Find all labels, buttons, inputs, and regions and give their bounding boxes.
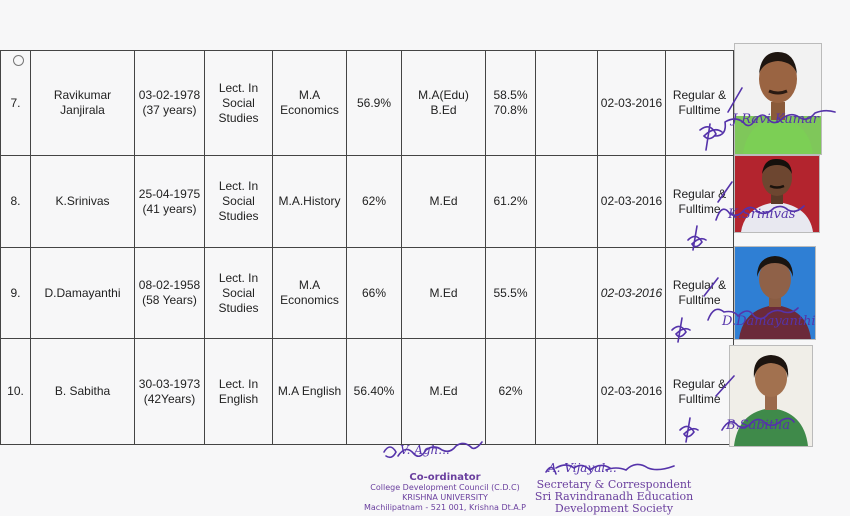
- table-row: [1, 248, 734, 339]
- stamp-line: Sri Ravindranadh Education: [534, 490, 694, 503]
- qualification: M.A.History: [273, 156, 347, 248]
- service-type: Regular & Fulltime: [666, 51, 734, 156]
- appointment-date: 02-03-2016: [598, 156, 666, 248]
- staff-name: D.Damayanthi: [31, 248, 135, 339]
- date-of-birth: 30-03-1973 (42Years): [135, 339, 205, 445]
- designation: Lect. In Social Studies: [205, 51, 273, 156]
- table-row: [1, 51, 734, 156]
- designation: Lect. In English: [205, 339, 273, 445]
- serial-number: 9.: [1, 248, 31, 339]
- serial-number: 7.: [1, 51, 31, 156]
- training-percent: 58.5% 70.8%: [486, 51, 536, 156]
- date-of-birth: 03-02-1978 (37 years): [135, 51, 205, 156]
- blank-cell: [536, 339, 598, 445]
- qualification-percent: 56.9%: [347, 51, 402, 156]
- staff-table: [0, 50, 734, 445]
- serial-number: 10.: [1, 339, 31, 445]
- signature-text: D.Damayanthi: [722, 314, 816, 329]
- training-percent: 61.2%: [486, 156, 536, 248]
- appointment-date: 02-03-2016: [598, 51, 666, 156]
- signature-text: B.Sabitha: [726, 418, 791, 433]
- qualification-percent: 62%: [347, 156, 402, 248]
- qualification-percent: 56.40%: [347, 339, 402, 445]
- stamp-line: Development Society: [554, 502, 674, 515]
- training-qualification: M.Ed: [402, 156, 486, 248]
- qualification: M.A Economics: [273, 248, 347, 339]
- stamp-line: KRISHNA UNIVERSITY: [402, 493, 488, 502]
- stamp-line: Co-ordinator: [409, 472, 481, 483]
- stamp-line: Secretary & Correspondent: [536, 478, 692, 491]
- training-percent: 62%: [486, 339, 536, 445]
- date-of-birth: 25-04-1975 (41 years): [135, 156, 205, 248]
- blank-cell: [536, 248, 598, 339]
- coordinator-signature: V. Agh...: [400, 443, 450, 457]
- staff-name: K.Srinivas: [31, 156, 135, 248]
- training-qualification: M.Ed: [402, 248, 486, 339]
- training-qualification: M.Ed: [402, 339, 486, 445]
- secretary-stamp: [528, 479, 700, 515]
- training-percent: 55.5%: [486, 248, 536, 339]
- blank-cell: [536, 51, 598, 156]
- appointment-date: 02-03-2016: [598, 248, 666, 339]
- designation: Lect. In Social Studies: [205, 248, 273, 339]
- serial-number: 8.: [1, 156, 31, 248]
- date-of-birth: 08-02-1958 (58 Years): [135, 248, 205, 339]
- appointment-date: 02-03-2016: [598, 339, 666, 445]
- service-type: Regular & Fulltime: [666, 339, 734, 445]
- qualification-percent: 66%: [347, 248, 402, 339]
- training-qualification: M.A(Edu) B.Ed: [402, 51, 486, 156]
- table-row: [1, 156, 734, 248]
- signature-text: K.Srinivas: [728, 207, 796, 222]
- staff-name: Ravikumar Janjirala: [31, 51, 135, 156]
- coordinator-stamp: [352, 472, 538, 513]
- service-type: Regular & Fulltime: [666, 156, 734, 248]
- table-row: [1, 339, 734, 445]
- secretary-signature: A. Vijayal...: [548, 461, 617, 475]
- designation: Lect. In Social Studies: [205, 156, 273, 248]
- stamp-line: Machilipatnam - 521 001, Krishna Dt.A.P: [363, 503, 526, 512]
- blank-cell: [536, 156, 598, 248]
- staff-name: B. Sabitha: [31, 339, 135, 445]
- service-type: Regular & Fulltime: [666, 248, 734, 339]
- signature-text: J Ravi Kumar: [732, 112, 819, 127]
- qualification: M.A English: [273, 339, 347, 445]
- stamp-line: College Development Council (C.D.C): [370, 483, 520, 492]
- staff-photo: [734, 43, 822, 155]
- qualification: M.A Economics: [273, 51, 347, 156]
